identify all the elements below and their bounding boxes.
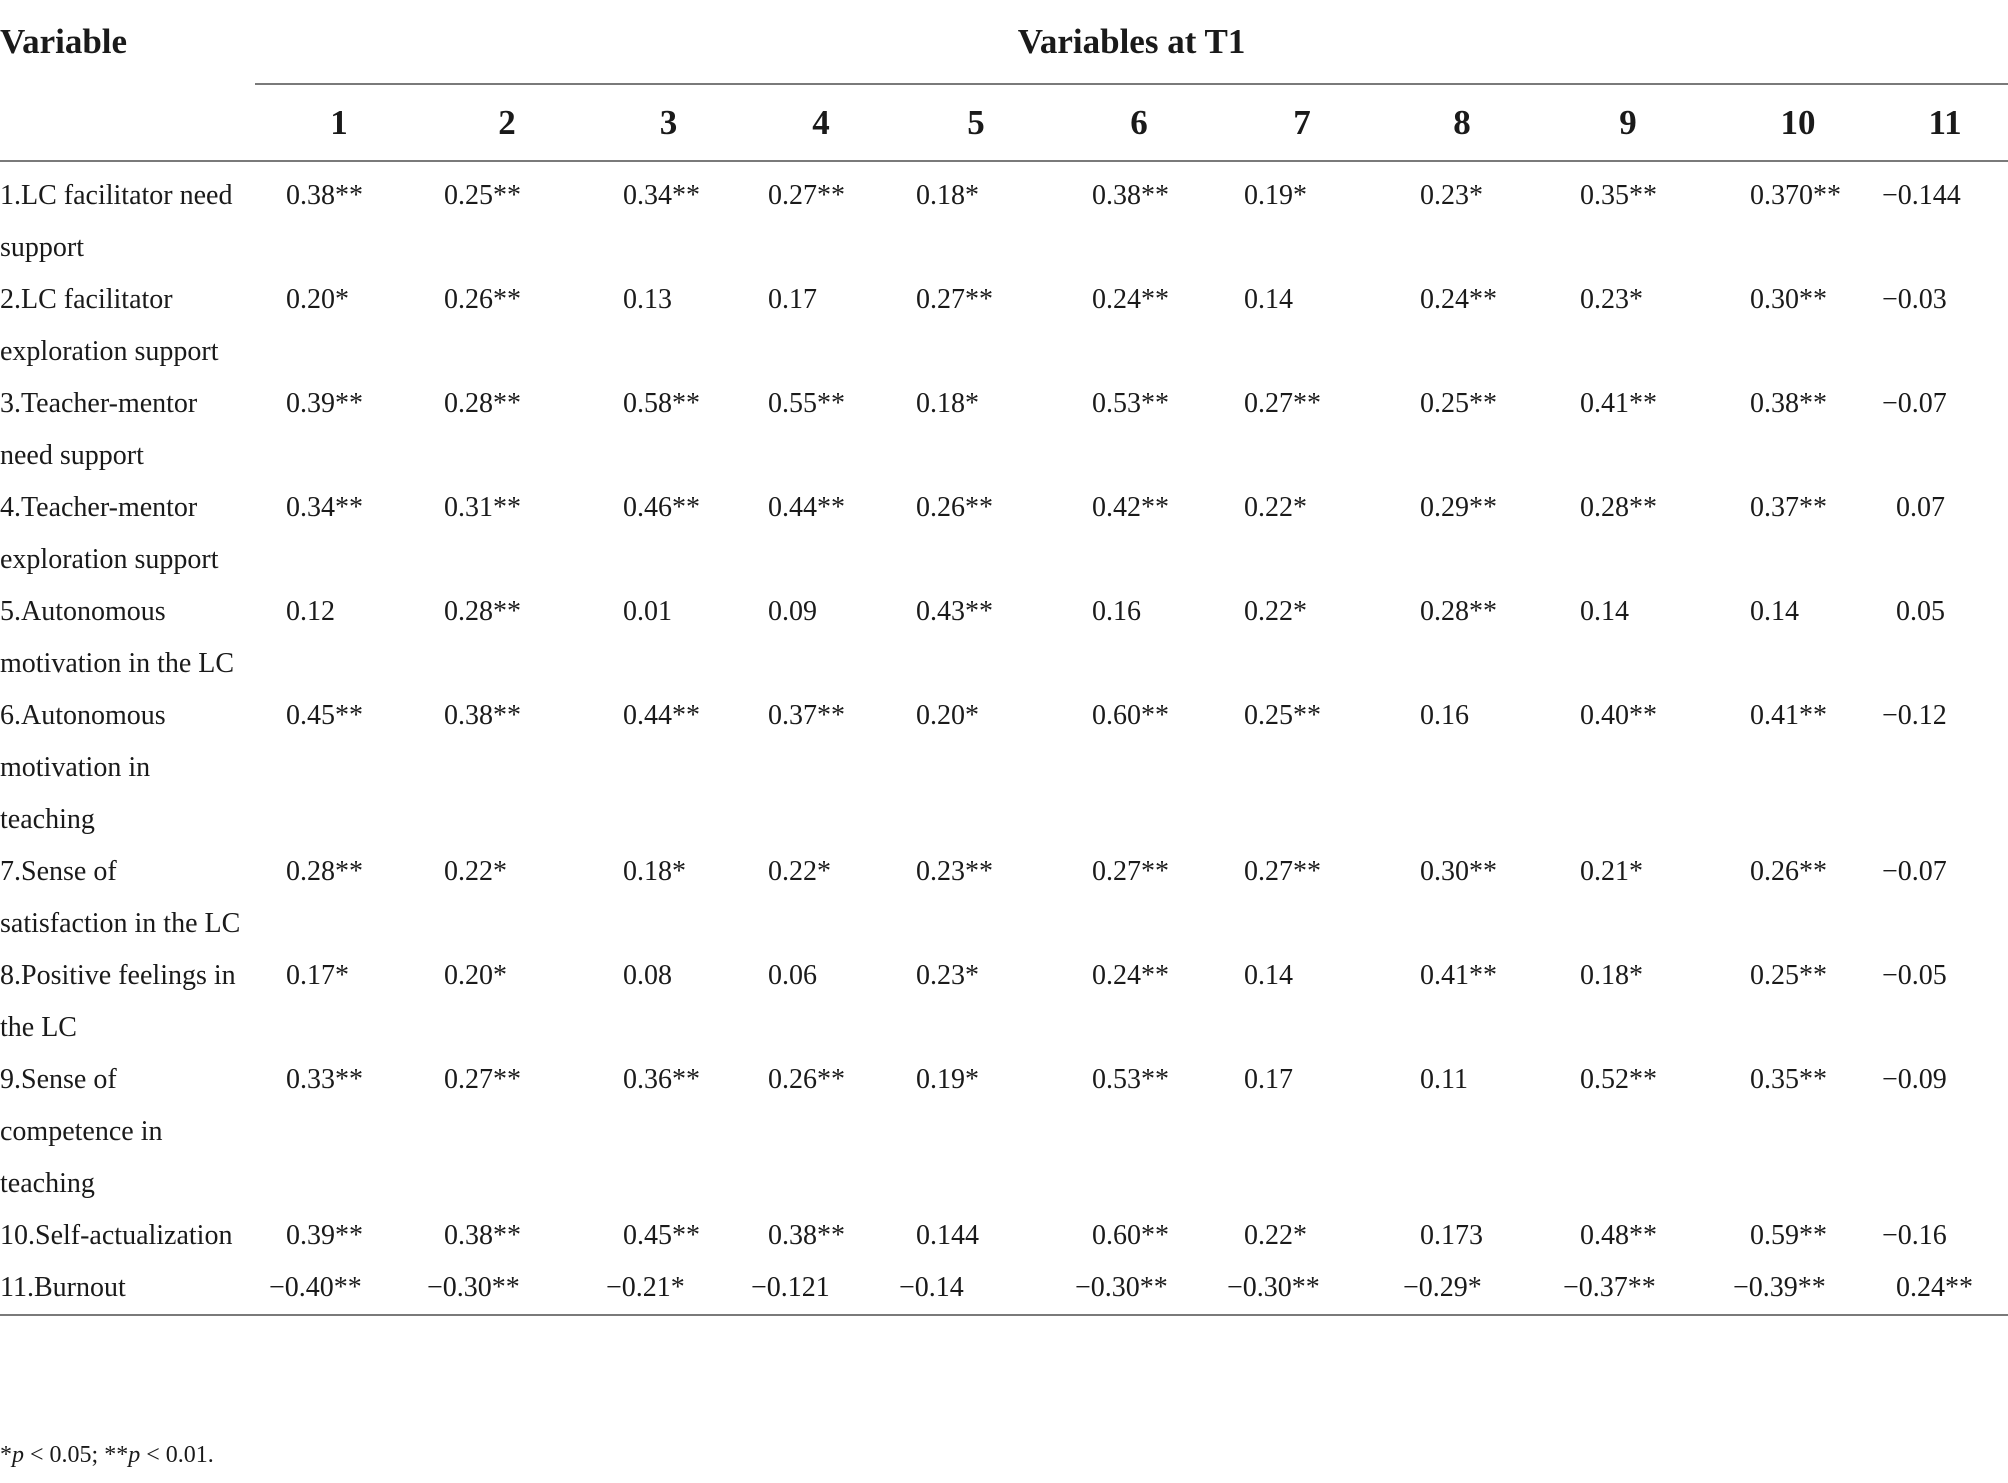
table-cell: 0.46** xyxy=(623,492,700,523)
table-row xyxy=(0,161,2008,274)
table-cell: 0.21* xyxy=(1580,856,1643,887)
footnote-symbol-1: * xyxy=(0,1442,12,1468)
column-number-header: 7 xyxy=(1222,84,1382,161)
table-cell: 0.60** xyxy=(1092,700,1169,731)
table-cell: −0.03 xyxy=(1882,284,1947,315)
table-row xyxy=(0,1210,2008,1262)
table-cell: 0.26** xyxy=(916,492,993,523)
table-cell: −0.30** xyxy=(1227,1272,1320,1303)
table-cell: 0.17 xyxy=(768,284,817,315)
table-cell: 0.09 xyxy=(768,596,817,627)
table-cell: 0.27** xyxy=(1092,856,1169,887)
table-cell: 0.18* xyxy=(916,180,979,211)
table-cell: 0.34** xyxy=(286,492,363,523)
table-cell: 0.42** xyxy=(1092,492,1169,523)
table-cell: 0.18* xyxy=(1580,960,1643,991)
table-cell: 0.43** xyxy=(916,596,993,627)
table-row xyxy=(0,690,2008,846)
table-cell: 0.27** xyxy=(1244,856,1321,887)
table-cell: 0.60** xyxy=(1092,1220,1169,1251)
table-cell: 0.45** xyxy=(286,700,363,731)
table-cell: 0.53** xyxy=(1092,1064,1169,1095)
table-cell: 0.37** xyxy=(1750,492,1827,523)
column-number-header: 1 xyxy=(255,84,423,161)
footnote-p-2: p xyxy=(128,1442,141,1468)
row-label: 7.Sense of satisfaction in the LC xyxy=(0,856,241,939)
footnote-symbol-2: ** xyxy=(104,1442,129,1468)
column-number-header: 2 xyxy=(423,84,591,161)
table-cell: 0.25** xyxy=(444,180,521,211)
table-cell: −0.12 xyxy=(1882,700,1947,731)
table-cell: 0.11 xyxy=(1420,1064,1468,1095)
table-cell: −0.07 xyxy=(1882,388,1947,419)
table-cell: 0.18* xyxy=(916,388,979,419)
variable-header: Variable xyxy=(0,22,128,61)
table-cell: −0.14 xyxy=(899,1272,964,1303)
table-cell: 0.22* xyxy=(444,856,507,887)
table-cell: 0.19* xyxy=(916,1064,979,1095)
table-cell: 0.33** xyxy=(286,1064,363,1095)
table-cell: 0.48** xyxy=(1580,1220,1657,1251)
table-cell: 0.44** xyxy=(768,492,845,523)
table-cell: 0.52** xyxy=(1580,1064,1657,1095)
table-cell: −0.16 xyxy=(1882,1220,1947,1251)
table-cell: 0.06 xyxy=(768,960,817,991)
table-cell: 0.36** xyxy=(623,1064,700,1095)
table-cell: 0.41** xyxy=(1580,388,1657,419)
table-cell: −0.37** xyxy=(1563,1272,1656,1303)
table-cell: 0.30** xyxy=(1420,856,1497,887)
table-cell: 0.24** xyxy=(1092,960,1169,991)
row-label: 11.Burnout xyxy=(0,1272,126,1303)
table-cell: 0.29** xyxy=(1420,492,1497,523)
footnote-text-1: < 0.05; xyxy=(24,1442,105,1468)
footnote xyxy=(0,1442,214,1469)
footnote-p-1: p xyxy=(12,1442,24,1468)
table-cell: 0.41** xyxy=(1420,960,1497,991)
table-cell: 0.23* xyxy=(1420,180,1483,211)
column-number-header: 3 xyxy=(591,84,746,161)
table-row xyxy=(0,482,2008,586)
table-cell: −0.39** xyxy=(1733,1272,1826,1303)
table-cell: 0.24** xyxy=(1092,284,1169,315)
row-label: 1.LC facilitator need support xyxy=(0,180,233,263)
table-cell: 0.05 xyxy=(1896,596,1945,627)
row-label: 4.Teacher-mentor exploration support xyxy=(0,492,219,575)
table-cell: 0.39** xyxy=(286,1220,363,1251)
table-cell: 0.26** xyxy=(444,284,521,315)
table-cell: 0.25** xyxy=(1750,960,1827,991)
table-cell: 0.38** xyxy=(1750,388,1827,419)
table-cell: 0.22* xyxy=(768,856,831,887)
table-cell: −0.21* xyxy=(606,1272,685,1303)
table-cell: 0.38** xyxy=(286,180,363,211)
table-cell: 0.44** xyxy=(623,700,700,731)
table-row xyxy=(0,586,2008,690)
table-row xyxy=(0,950,2008,1054)
table-cell: 0.35** xyxy=(1580,180,1657,211)
column-number-header: 4 xyxy=(746,84,896,161)
table-cell: 0.28** xyxy=(444,596,521,627)
table-cell: 0.27** xyxy=(444,1064,521,1095)
table-cell: 0.18* xyxy=(623,856,686,887)
table-cell: 0.38** xyxy=(768,1220,845,1251)
table-cell: 0.27** xyxy=(768,180,845,211)
table-cell: 0.28** xyxy=(286,856,363,887)
table-cell: 0.38** xyxy=(444,700,521,731)
table-cell: 0.12 xyxy=(286,596,335,627)
table-cell: 0.14 xyxy=(1750,596,1799,627)
table-cell: 0.24** xyxy=(1420,284,1497,315)
table-cell: 0.35** xyxy=(1750,1064,1827,1095)
table-cell: 0.38** xyxy=(444,1220,521,1251)
table-cell: 0.370** xyxy=(1750,180,1841,211)
table-cell: 0.20* xyxy=(444,960,507,991)
blank-header-cell xyxy=(0,84,255,161)
column-number-header: 6 xyxy=(1056,84,1222,161)
table-cell: 0.08 xyxy=(623,960,672,991)
table-cell: 0.28** xyxy=(1420,596,1497,627)
column-number-header: 8 xyxy=(1382,84,1542,161)
table-cell: 0.28** xyxy=(444,388,521,419)
table-cell: 0.20* xyxy=(916,700,979,731)
table-cell: 0.01 xyxy=(623,596,672,627)
table-cell: 0.41** xyxy=(1750,700,1827,731)
table-cell: 0.26** xyxy=(768,1064,845,1095)
table-cell: 0.53** xyxy=(1092,388,1169,419)
table-cell: 0.13 xyxy=(623,284,672,315)
table-cell: 0.28** xyxy=(1580,492,1657,523)
column-number-header: 9 xyxy=(1542,84,1714,161)
table-cell: 0.17 xyxy=(1244,1064,1293,1095)
table-cell: 0.144 xyxy=(916,1220,979,1251)
table-cell: 0.17* xyxy=(286,960,349,991)
row-label: 8.Positive feelings in the LC xyxy=(0,960,236,1043)
table-cell: −0.40** xyxy=(269,1272,362,1303)
table-cell: 0.37** xyxy=(768,700,845,731)
table-cell: 0.39** xyxy=(286,388,363,419)
table-row xyxy=(0,378,2008,482)
table-cell: 0.27** xyxy=(916,284,993,315)
column-number-row xyxy=(0,84,2008,161)
table-cell: 0.30** xyxy=(1750,284,1827,315)
row-label: 2.LC facilitator exploration support xyxy=(0,284,219,367)
table-cell: 0.25** xyxy=(1244,700,1321,731)
table-cell: 0.34** xyxy=(623,180,700,211)
bottom-rule xyxy=(0,1315,2008,1316)
column-number-header: 5 xyxy=(896,84,1056,161)
table-cell: 0.22* xyxy=(1244,1220,1307,1251)
row-label: 5.Autonomous motivation in the LC xyxy=(0,596,235,679)
bottom-rule-line xyxy=(0,1315,2008,1316)
table-cell: 0.14 xyxy=(1244,960,1293,991)
table-cell: 0.55** xyxy=(768,388,845,419)
table-cell: 0.45** xyxy=(623,1220,700,1251)
table-cell: 0.173 xyxy=(1420,1220,1483,1251)
table-row xyxy=(0,1054,2008,1210)
table-cell: −0.121 xyxy=(751,1272,830,1303)
table-cell: −0.29* xyxy=(1403,1272,1482,1303)
table-cell: 0.23* xyxy=(1580,284,1643,315)
table-cell: 0.07 xyxy=(1896,492,1945,523)
table-cell: 0.20* xyxy=(286,284,349,315)
table-cell: 0.22* xyxy=(1244,596,1307,627)
table-cell: 0.16 xyxy=(1420,700,1469,731)
table-cell: 0.23* xyxy=(916,960,979,991)
table-cell: 0.26** xyxy=(1750,856,1827,887)
table-cell: −0.07 xyxy=(1882,856,1947,887)
table-cell: −0.30** xyxy=(427,1272,520,1303)
table-cell: 0.38** xyxy=(1092,180,1169,211)
table-cell: 0.19* xyxy=(1244,180,1307,211)
table-cell: 0.58** xyxy=(623,388,700,419)
table-row xyxy=(0,846,2008,950)
table-cell: −0.30** xyxy=(1075,1272,1168,1303)
table-cell: 0.27** xyxy=(1244,388,1321,419)
table-row xyxy=(0,1262,2008,1315)
table-cell: 0.25** xyxy=(1420,388,1497,419)
column-number-header: 11 xyxy=(1882,84,2008,161)
table-cell: −0.144 xyxy=(1882,180,1961,211)
column-number-header: 10 xyxy=(1714,84,1882,161)
row-label: 3.Teacher-mentor need support xyxy=(0,388,198,471)
table-cell: 0.23** xyxy=(916,856,993,887)
table-body xyxy=(0,161,2008,1316)
table-row xyxy=(0,274,2008,378)
table-cell: 0.40** xyxy=(1580,700,1657,731)
group-header: Variables at T1 xyxy=(1017,21,1246,61)
table-cell: 0.22* xyxy=(1244,492,1307,523)
table-cell: 0.14 xyxy=(1580,596,1629,627)
table-cell: −0.09 xyxy=(1882,1064,1947,1095)
row-label: 9.Sense of competence in teaching xyxy=(0,1064,163,1199)
table-cell: 0.16 xyxy=(1092,596,1141,627)
table-cell: 0.31** xyxy=(444,492,521,523)
table-cell: 0.24** xyxy=(1896,1272,1973,1303)
table-cell: 0.14 xyxy=(1244,284,1293,315)
table-cell: 0.59** xyxy=(1750,1220,1827,1251)
footnote-text-2: < 0.01. xyxy=(140,1442,214,1468)
table-cell: −0.05 xyxy=(1882,960,1947,991)
row-label: 10.Self-actualization xyxy=(0,1220,233,1251)
row-label: 6.Autonomous motivation in teaching xyxy=(0,700,166,835)
